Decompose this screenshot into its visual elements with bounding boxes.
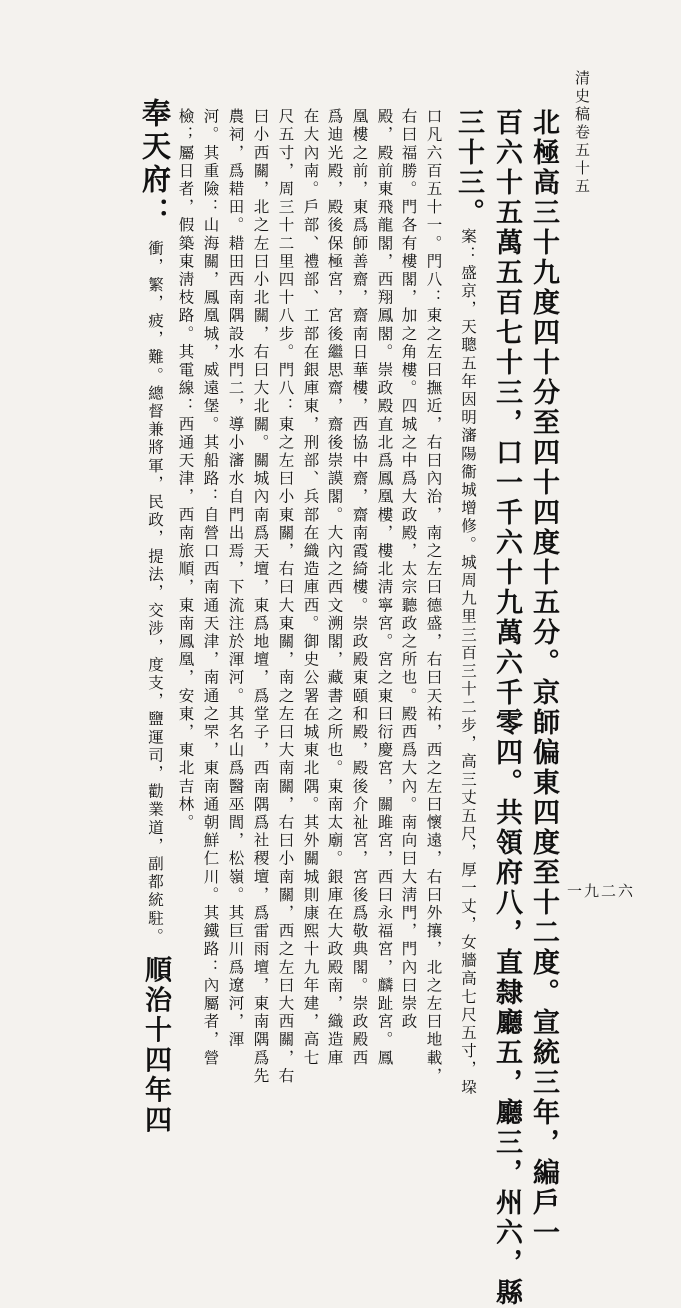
text-column xyxy=(530,108,557,1248)
text-column xyxy=(227,108,244,1049)
annotation-text: 曰小西關，北之左曰小北關，右曰大北關。關城內南爲天壇，東爲地壇，爲堂子，西南隅爲社稷壇，爲雷雨壇，東南隅爲先 xyxy=(251,108,270,1086)
entry-heading: 奉天府： xyxy=(138,98,172,230)
annotation-text: 農祠，爲耤田。耤田西南隅設水門二，導小瀋水自門出焉，下流注於渾河。其名山爲醫巫閭，松嶺。其巨川爲遼河，渾 xyxy=(226,108,245,1050)
text-column xyxy=(252,108,269,1085)
annotation-text: 檢；屬日者，假築東淸枝路。其電線：西通天津，西南旅順，東南鳳凰，安東，東北吉林。 xyxy=(176,108,195,832)
annotation-text: 凰樓之前，東爲師善齋，齋南日華樓，西協中齋，齋南霞綺樓。崇政殿東頤和殿，殿後介祉宮，宮後爲敬典閣。崇政殿西 xyxy=(350,108,369,1068)
text-column xyxy=(202,108,219,1067)
text-column xyxy=(493,108,520,1308)
annotation-text: 爲迪光殿，殿後保極宮，宮後繼思齋，齋後崇謨閣。大內之西文溯閣，藏書之所也。東南太廟。銀庫在大政殿南，織造庫 xyxy=(325,108,344,1068)
annotation-text: 口凡六百五十一。門八：東之左曰撫近，右曰內治，南之左曰德盛，右曰天祐，西之左曰懷遠，右曰外攘，北之左曰地載， xyxy=(424,108,443,1086)
running-header-title: 清史稿卷五十五 xyxy=(573,70,591,196)
annotation-text: 殿，殿前東飛龍閣，西翔鳳閣。崇政殿直北爲鳳凰樓，樓北淸寧宮。宮之東曰衍慶宮，關雎宮，西曰永福宮，麟趾宮。鳳 xyxy=(375,108,394,1068)
text-column xyxy=(455,108,482,1097)
text-column xyxy=(302,108,319,1067)
main-text: 三十三。 xyxy=(453,108,484,228)
annotation-text: 衝，繁，疲，難。總督兼將軍，民政，提法，交涉，度支，鹽運司，勸業道，副都統駐。 xyxy=(146,240,164,946)
main-text: 百六十五萬五百七十三，口一千六十九萬六千零四。共領府八，直隸廳五，廳三，州六，縣 xyxy=(491,108,522,1308)
text-column xyxy=(376,108,393,1067)
text-column xyxy=(400,108,417,1031)
annotation-text: 河。其重險：山海關，鳳凰城，威遠堡。其船路：自營口西南通天津，南通之罘，東南通朝鮮仁川。其鐵路：內屬者，營 xyxy=(201,108,220,1068)
annotation-text: 右曰福勝。門各有樓閣，加之角樓。四城之中爲大政殿，太宗聽政之所也。殿西爲大內。南向曰大淸門，門內曰崇政 xyxy=(399,108,418,1032)
main-text: 北極高三十九度四十分至四十四度十五分。京師偏東四度至十二度。宣統三年，編戶一 xyxy=(528,108,559,1248)
annotation-text: 在大內南。戶部、禮部、工部在銀庫東，刑部、兵部在織造庫西。御史公署在城東北隅。其外關城則康熙十九年建，高七 xyxy=(301,108,320,1068)
text-column xyxy=(177,108,194,832)
main-text: 順治十四年四 xyxy=(140,955,171,1136)
annotation-text: 案：盛京，天聰五年因明瀋陽衞城增修。城周九里三百三十二步，高三丈五尺，厚一丈，女牆高七尺五寸，垜 xyxy=(459,228,477,1097)
annotation-text: 尺五寸，周三十二里四十八步。門八：東之左曰小東關，右曰大東關，南之左曰大南關，右曰小南關，西之左曰大西關，右 xyxy=(276,108,295,1086)
page-number: 一九二六 xyxy=(567,882,636,900)
text-column xyxy=(351,108,368,1067)
text-column xyxy=(425,108,442,1085)
text-column xyxy=(277,108,294,1085)
text-column xyxy=(326,108,343,1067)
text-column xyxy=(138,98,172,1136)
